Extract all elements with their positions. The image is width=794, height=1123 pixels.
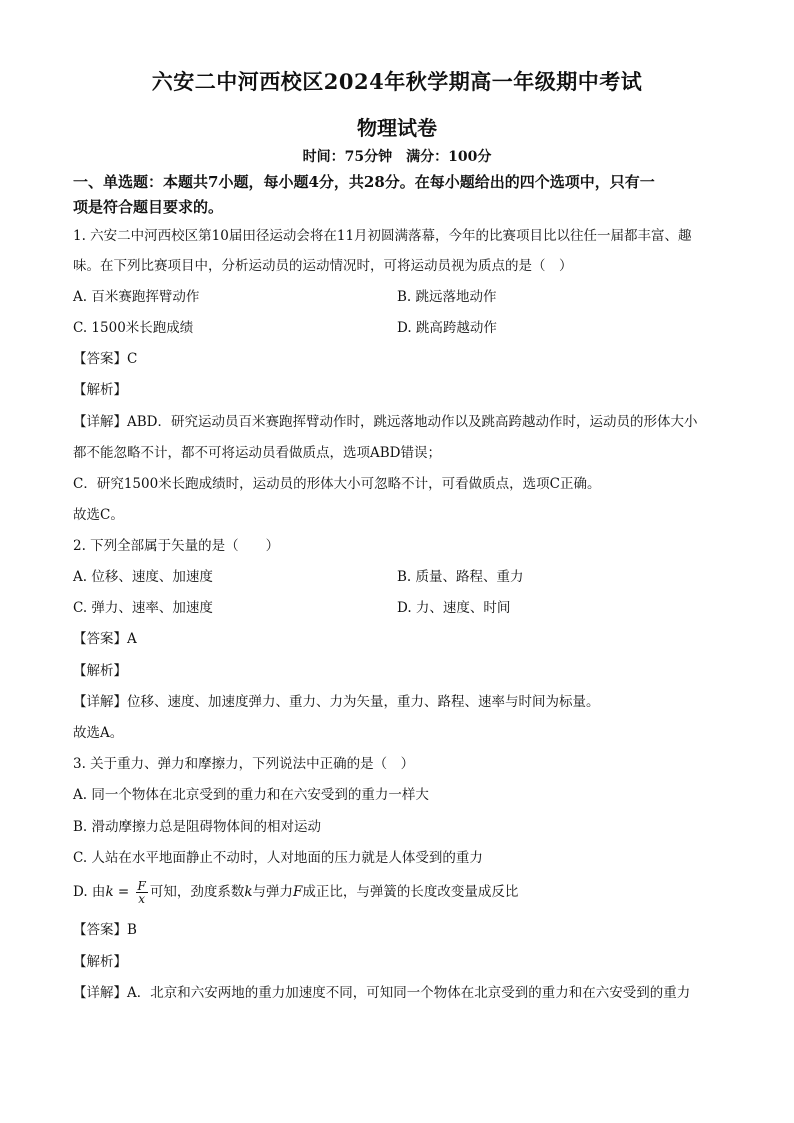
q3-option-d-prefix: D. 由	[73, 884, 106, 900]
formula-denominator: x	[138, 892, 146, 906]
q3-option-a: A. 同一个物体在北京受到的重力和在六安受到的重力一样大	[73, 787, 429, 803]
q3-option-d-text3: 成正比，与弹簧的长度改变量成反比	[302, 884, 519, 900]
q3-option-d	[73, 878, 723, 906]
q2-option-c: C. 弹力、速率、加速度	[73, 600, 213, 616]
q3-option-c: C. 人站在水平地面静止不动时，人对地面的压力就是人体受到的重力	[73, 850, 483, 866]
q2-answer: 【答案】A	[73, 631, 137, 647]
q1-detail-line1: 【详解】ABD．研究运动员百米赛跑挥臂动作时，跳远落地动作以及跳高跨越动作时，运动员的形体大小	[73, 414, 698, 430]
q3-option-d-text1: 可知，劲度系数	[149, 884, 245, 900]
q1-option-c: C. 1500米长跑成绩	[73, 320, 194, 336]
q2-option-d: D. 力、速度、时间	[397, 600, 511, 616]
q1-option-a: A. 百米赛跑挥臂动作	[73, 289, 200, 305]
exam-subtitle: 物理试卷	[357, 116, 437, 140]
q1-stem-line2: 味。在下列比赛项目中，分析运动员的运动情况时，可将运动员视为质点的是（ ）	[73, 258, 573, 274]
q1-analysis: 【解析】	[73, 382, 127, 398]
q3-stem: 3. 关于重力、弹力和摩擦力，下列说法中正确的是（ ）	[73, 756, 415, 772]
formula-equals: =	[113, 884, 134, 900]
q3-option-b: B. 滑动摩擦力总是阻碍物体间的相对运动	[73, 819, 322, 835]
q1-stem-line1: 1. 六安二中河西校区第10届田径运动会将在11月初圆满落幕，今年的比赛项目比以往任一届都丰富、趣	[73, 228, 692, 244]
q2-conclusion: 故选A。	[73, 725, 124, 741]
var-k: k	[244, 884, 253, 900]
q1-answer: 【答案】C	[73, 351, 138, 367]
q2-option-b: B. 质量、路程、重力	[397, 569, 524, 585]
var-f: F	[293, 884, 303, 900]
q1-detail-line2: 都不能忽略不计，都不可将运动员看做质点，选项ABD错误；	[73, 445, 441, 461]
q3-answer: 【答案】B	[73, 922, 137, 938]
exam-meta: 时间：75分钟 满分：100分	[302, 149, 492, 165]
q3-option-d-text2: 与弹力	[252, 884, 294, 900]
section-heading-line1: 一、单选题：本题共7小题，每小题4分，共28分。在每小题给出的四个选项中，只有一	[73, 173, 655, 191]
q2-analysis: 【解析】	[73, 663, 127, 679]
formula-var-k: k	[105, 884, 114, 900]
q1-conclusion: 故选C。	[73, 507, 124, 523]
q1-option-b: B. 跳远落地动作	[397, 289, 497, 305]
formula-numerator: F	[137, 879, 146, 893]
q1-option-d: D. 跳高跨越动作	[397, 320, 497, 336]
formula-fraction	[136, 880, 148, 905]
section-heading-line2: 项是符合题目要求的。	[73, 198, 224, 216]
q2-detail: 【详解】位移、速度、加速度弹力、重力、力为矢量，重力、路程、速率与时间为标量。	[73, 694, 600, 710]
exam-title: 六安二中河西校区2024年秋学期高一年级期中考试	[151, 69, 643, 94]
q2-option-a: A. 位移、速度、加速度	[73, 569, 213, 585]
q3-analysis: 【解析】	[73, 954, 127, 970]
q2-stem: 2. 下列全部属于矢量的是（ ）	[73, 538, 280, 554]
q1-detail-line3: C．研究1500米长跑成绩时，运动员的形体大小可忽略不计，可看做质点，选项C正确。	[73, 476, 601, 492]
q3-detail-line1: 【详解】A．北京和六安两地的重力加速度不同，可知同一个物体在北京受到的重力和在六安受到的重力	[73, 985, 691, 1001]
